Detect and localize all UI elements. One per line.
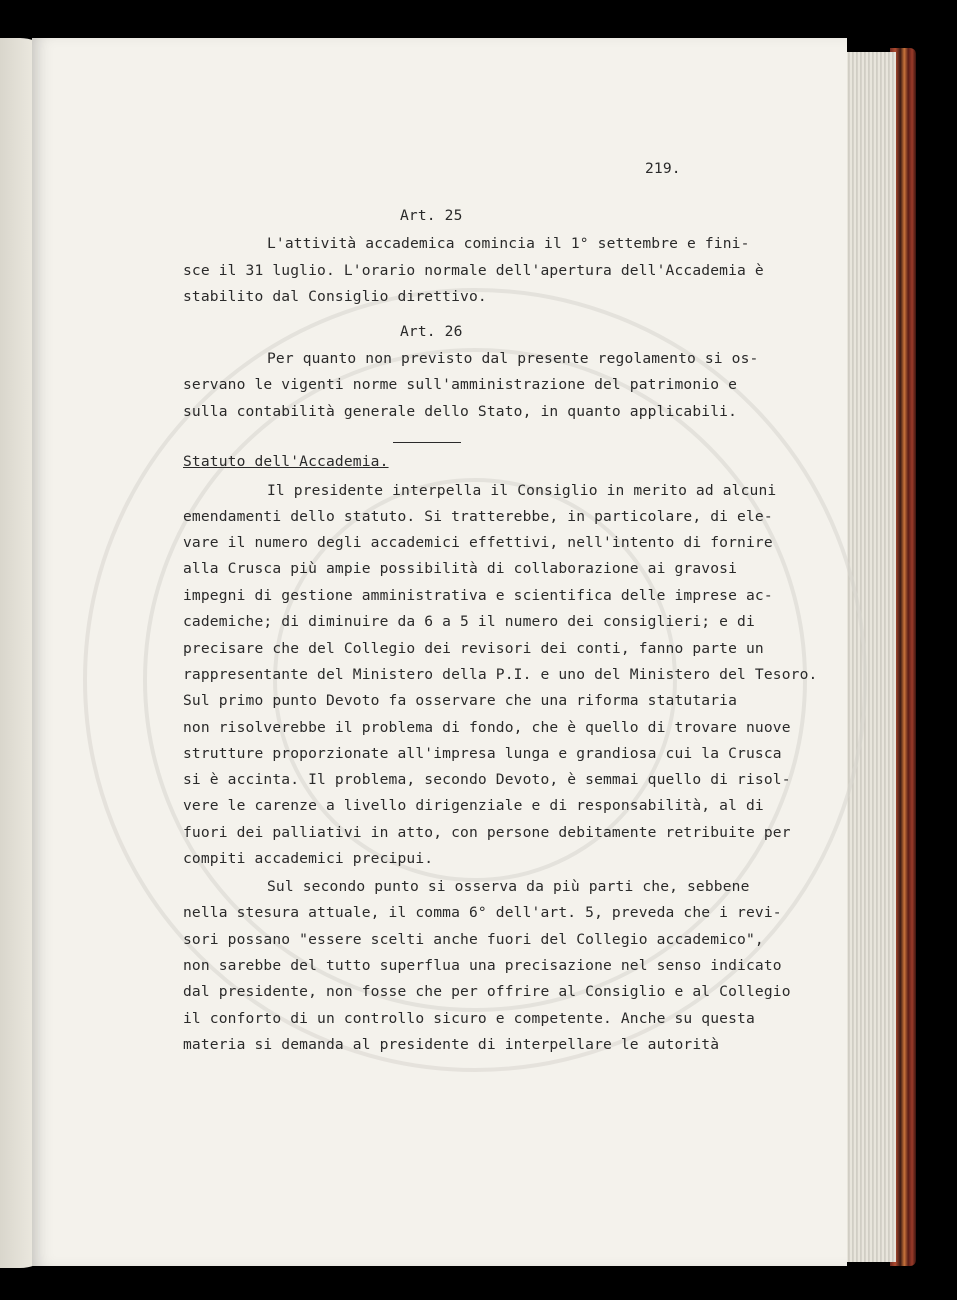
text-line: strutture proporzionate all'impresa lunga e grandiosa cui la Crusca [183, 745, 782, 762]
text-line: sori possano "essere scelti anche fuori del Collegio accademico", [183, 931, 764, 948]
text-line: compiti accademici precipui. [183, 850, 434, 867]
text-line: Per quanto non previsto dal presente regolamento si os- [267, 350, 759, 367]
article-heading: Art. 25 [400, 207, 463, 224]
text-line: nella stesura attuale, il comma 6° dell'art. 5, preveda che i revi- [183, 904, 782, 921]
text-line: non risolverebbe il problema di fondo, che è quello di trovare nuove [183, 719, 791, 736]
text-line: Il presidente interpella il Consiglio in merito ad alcuni [267, 482, 777, 499]
text-line: vare il numero degli accademici effettivi, nell'intento di fornire [183, 534, 773, 551]
page-number: 219. [645, 160, 681, 177]
text-line: dal presidente, non fosse che per offrire al Consiglio e al Collegio [183, 983, 791, 1000]
text-line: vere le carenze a livello dirigenziale e di responsabilità, al di [183, 797, 764, 814]
text-line: si è accinta. Il problema, secondo Devoto, è semmai quello di risol- [183, 771, 791, 788]
text-line: materia si demanda al presidente di interpellare le autorità [183, 1036, 720, 1053]
text-line: sce il 31 luglio. L'orario normale dell'apertura dell'Accademia è [183, 262, 764, 279]
text-line: precisare che del Collegio dei revisori dei conti, fanno parte un [183, 640, 764, 657]
text-line: Sul primo punto Devoto fa osservare che una riforma statutaria [183, 692, 738, 709]
text-line: emendamenti dello statuto. Si tratterebbe, in particolare, di ele- [183, 508, 773, 525]
section-divider [393, 442, 461, 443]
section-title: Statuto dell'Accademia. [183, 453, 389, 470]
text-line: Sul secondo punto si osserva da più parti che, sebbene [267, 878, 750, 895]
text-line: rappresentante del Ministero della P.I. e uno del Ministero del Tesoro. [183, 666, 818, 683]
text-line: fuori dei palliativi in atto, con persone debitamente retribuite per [183, 824, 791, 841]
text-line: L'attività accademica comincia il 1° settembre e fini- [267, 235, 750, 252]
page-edges [842, 52, 896, 1262]
text-line: impegni di gestione amministrativa e scientifica delle imprese ac- [183, 587, 773, 604]
text-line: servano le vigenti norme sull'amministrazione del patrimonio e [183, 376, 738, 393]
text-line: il conforto di un controllo sicuro e competente. Anche su questa [183, 1010, 755, 1027]
text-line: sulla contabilità generale dello Stato, in quanto applicabili. [183, 403, 738, 420]
text-line: cademiche; di diminuire da 6 a 5 il numero dei consiglieri; e di [183, 613, 755, 630]
text-line: non sarebbe del tutto superflua una precisazione nel senso indicato [183, 957, 782, 974]
text-line: stabilito dal Consiglio direttivo. [183, 288, 487, 305]
article-heading: Art. 26 [400, 323, 463, 340]
text-line: alla Crusca più ampie possibilità di collaborazione ai gravosi [183, 560, 738, 577]
